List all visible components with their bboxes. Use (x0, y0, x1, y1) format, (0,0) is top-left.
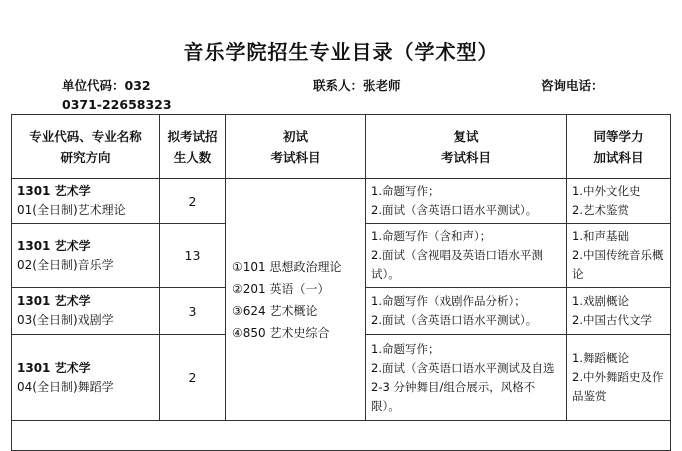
major-cell (12, 288, 160, 335)
header-retest-line2: 考试科目 (440, 149, 491, 165)
enrollment-count: 2 (160, 179, 226, 224)
retest-item: 1.命题写作； (371, 341, 440, 356)
initial-subject: ③624 艺术概论 (232, 303, 318, 318)
research-direction: 04(全日制)舞蹈学 (17, 379, 114, 394)
header-count-line1: 拟考试招 (167, 128, 218, 144)
major-cell (12, 335, 160, 421)
retest-cell (366, 224, 567, 288)
header-initial-line2: 考试科目 (270, 149, 321, 165)
table-row-continued (12, 421, 671, 451)
header-extra (567, 115, 671, 179)
initial-subjects-cell (226, 179, 366, 421)
phone-label: 咨询电话： (541, 78, 604, 93)
retest-item: 1.命题写作（含和声）； (371, 229, 492, 243)
research-direction: 02(全日制)音乐学 (17, 257, 114, 272)
extra-item: 2.中外舞蹈史及作品鉴赏 (572, 370, 664, 403)
extra-cell (567, 179, 671, 224)
contact-person: 联系人：张老师 (313, 78, 401, 93)
retest-cell (366, 288, 567, 335)
research-direction: 01(全日制)艺术理论 (17, 203, 126, 217)
continued-cell (12, 421, 671, 451)
initial-subject: ④850 艺术史综合 (232, 325, 330, 340)
extra-item: 2.中国古代文学 (572, 313, 652, 327)
table-header-row (12, 115, 671, 179)
extra-item: 1.中外文化史 (572, 184, 641, 198)
header-major (12, 115, 160, 179)
initial-subject: ②201 英语（一） (232, 281, 330, 296)
enrollment-count: 13 (160, 224, 226, 288)
retest-item: 2.面试（含英语口语水平测试及自选2-3 分钟舞目/组合展示，风格不限）。 (371, 360, 555, 413)
initial-subject: ①101 思想政治理论 (232, 259, 342, 274)
header-count (160, 115, 226, 179)
retest-cell (366, 335, 567, 421)
retest-item: 2.面试（含英语口语水平测试）。 (371, 203, 538, 217)
major-cell (12, 224, 160, 288)
extra-item: 1.和声基础 (572, 229, 629, 243)
header-retest-line1: 复试 (453, 128, 479, 144)
page-title: 音乐学院招生专业目录（学术型） (183, 40, 499, 64)
catalog-table (11, 114, 671, 451)
enrollment-count: 2 (160, 335, 226, 421)
header-initial-line1: 初试 (282, 128, 308, 144)
extra-item: 1.戏剧概论 (572, 294, 629, 308)
major-name: 1301 艺术学 (17, 294, 91, 308)
unit-code: 单位代码：032 (62, 78, 151, 93)
retest-item: 2.面试（含视唱及英语口语水平测试）。 (371, 248, 543, 281)
phone-number: 0371-22658323 (62, 97, 172, 112)
header-extra-line2: 加试科目 (593, 149, 644, 165)
header-extra-line1: 同等学力 (593, 128, 644, 144)
extra-item: 1.舞蹈概论 (572, 351, 629, 365)
major-cell (12, 179, 160, 224)
extra-item: 2.艺术鉴赏 (572, 203, 629, 217)
major-name: 1301 艺术学 (17, 360, 91, 375)
header-major-line2: 研究方向 (60, 149, 111, 165)
extra-item: 2.中国传统音乐概论 (572, 248, 664, 281)
extra-cell (567, 224, 671, 288)
extra-cell (567, 288, 671, 335)
header-initial (226, 115, 366, 179)
header-count-line2: 生人数 (173, 149, 212, 165)
research-direction: 03(全日制)戏剧学 (17, 313, 114, 327)
enrollment-count: 3 (160, 288, 226, 335)
major-name: 1301 艺术学 (17, 184, 91, 198)
extra-cell (567, 335, 671, 421)
retest-item: 2.面试（含英语口语水平测试）。 (371, 313, 538, 327)
header-retest (366, 115, 567, 179)
table-row (12, 179, 671, 224)
retest-item: 1.命题写作（戏剧作品分析）； (371, 294, 526, 308)
retest-item: 1.命题写作； (371, 184, 440, 198)
header-major-line1: 专业代码、专业名称 (29, 128, 142, 144)
major-name: 1301 艺术学 (17, 238, 91, 253)
retest-cell (366, 179, 567, 224)
